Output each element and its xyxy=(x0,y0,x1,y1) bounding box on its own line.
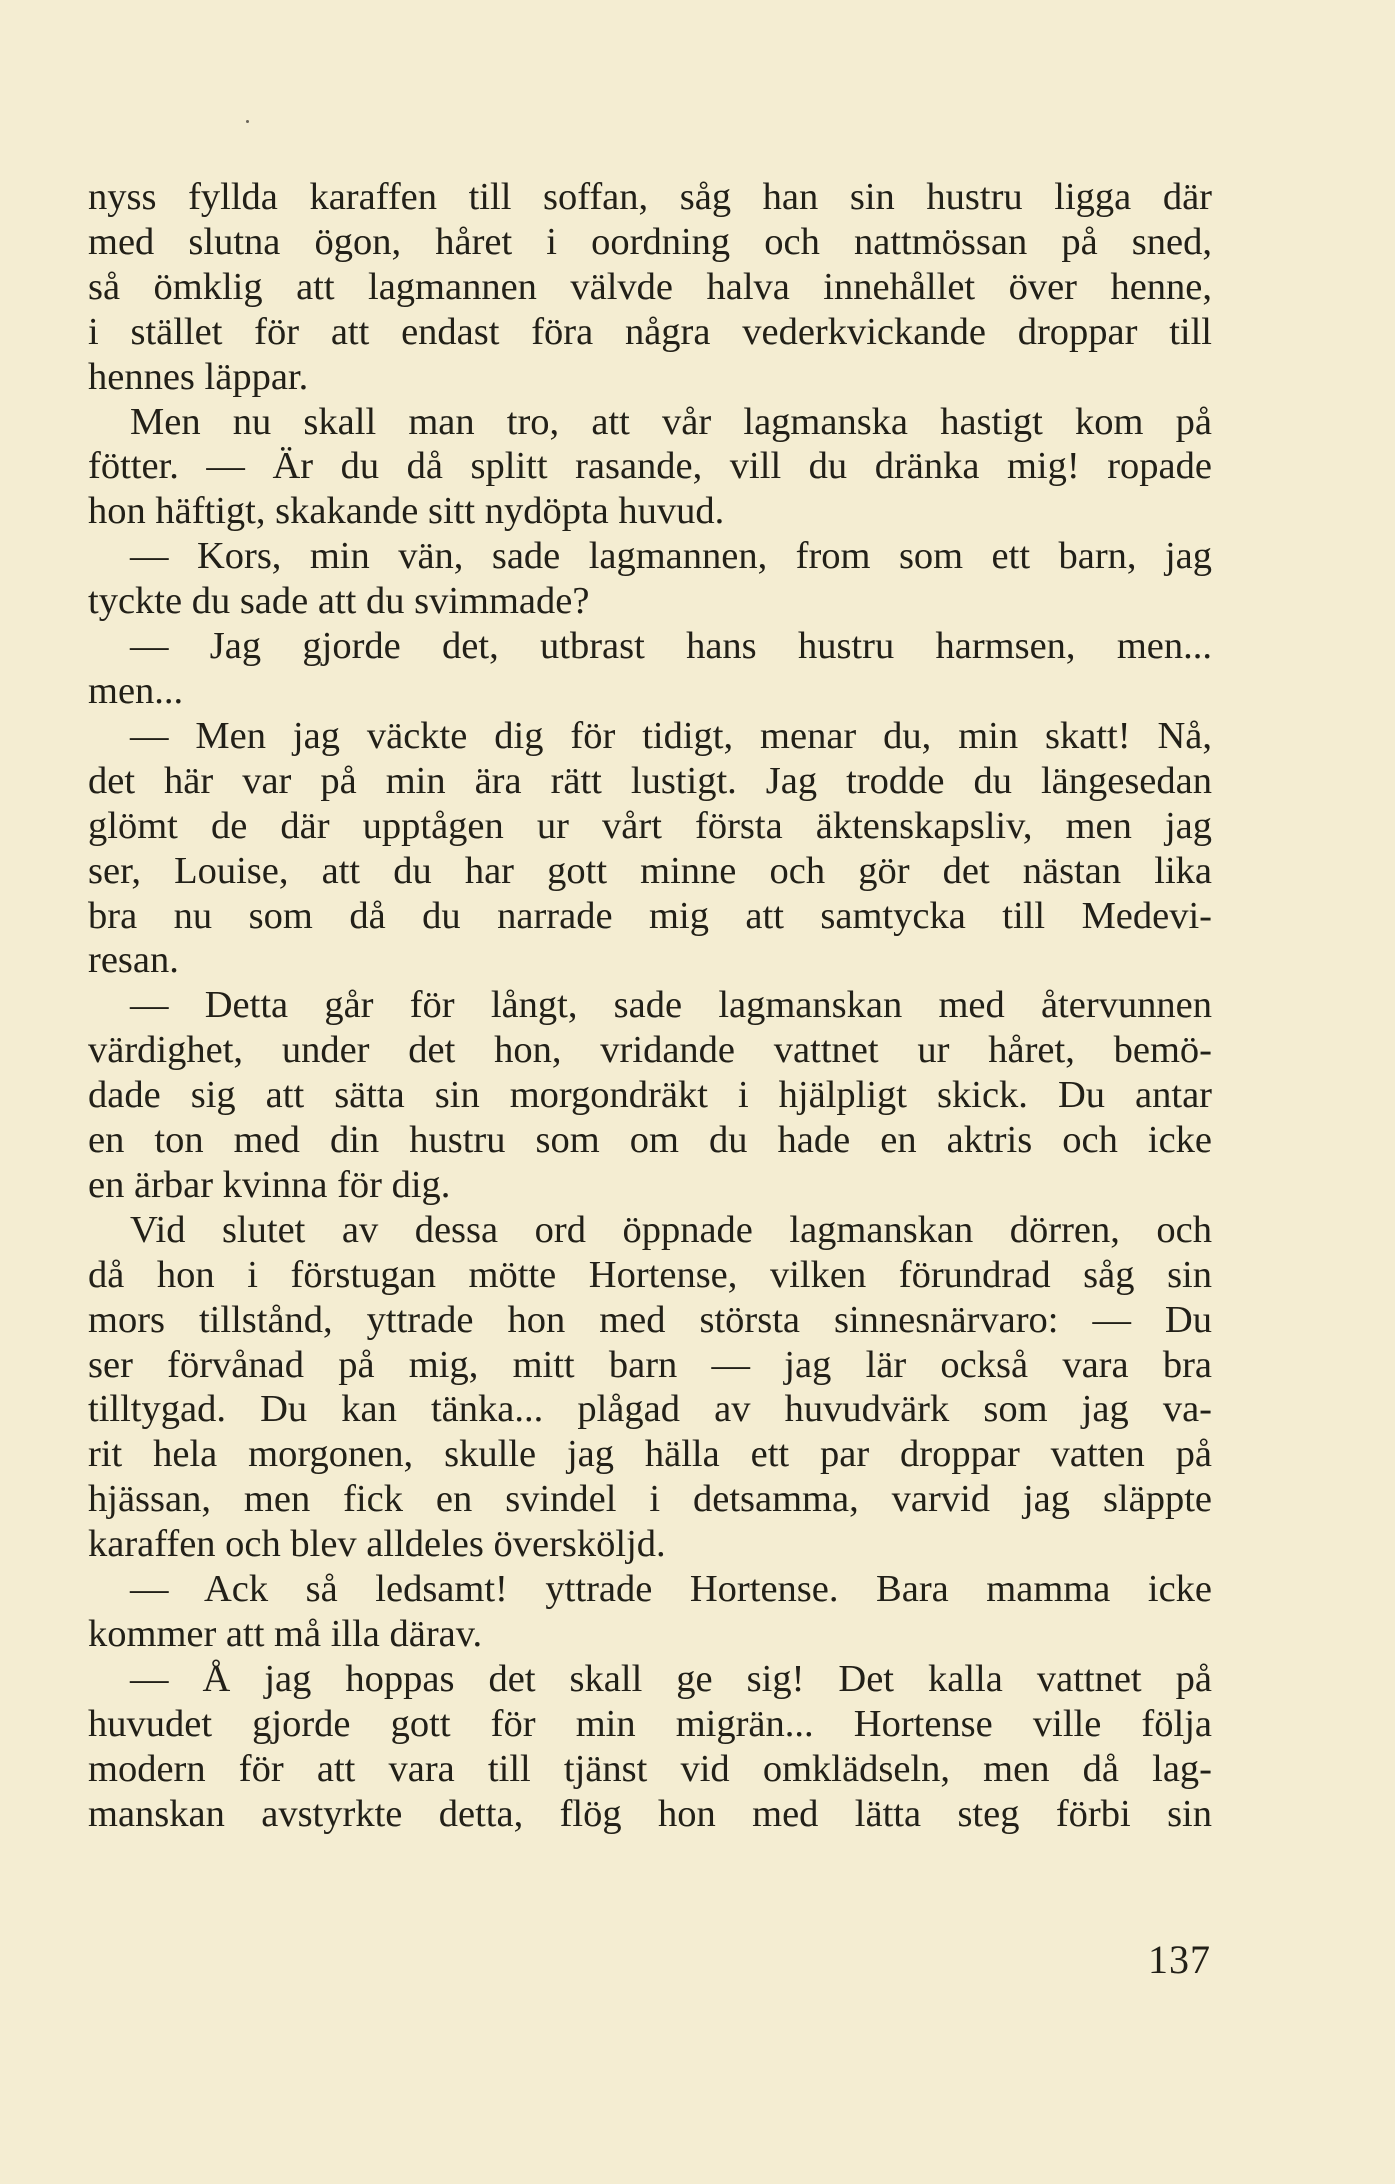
text-line: då hon i förstugan mötte Hortense, vilken förundrad såg sin xyxy=(88,1253,1212,1296)
text-line: Men nu skall man tro, att vår lagmanska hastigt kom på xyxy=(130,400,1212,443)
page-number: 137 xyxy=(1148,1937,1211,1982)
text-line: men... xyxy=(88,669,184,712)
paper-speck xyxy=(246,120,249,123)
text-line: värdighet, under det hon, vridande vattnet ur håret, bemö- xyxy=(88,1029,1212,1072)
text-line: — Men jag väckte dig för tidigt, menar du, min skatt! Nå, xyxy=(130,714,1212,757)
text-line: ser förvånad på mig, mitt barn — jag lär också vara bra xyxy=(88,1343,1212,1386)
text-line: bra nu som då du narrade mig att samtycka till Medevi- xyxy=(88,894,1212,937)
text-line: kommer att må illa därav. xyxy=(88,1613,483,1655)
text-line: en ton med din hustru som om du hade en aktris och icke xyxy=(88,1119,1212,1162)
text-line: med slutna ögon, håret i oordning och nattmössan på sned, xyxy=(88,220,1212,263)
text-line: resan. xyxy=(88,939,179,982)
text-line: så ömklig att lagmannen välvde halva innehållet över henne, xyxy=(88,265,1212,308)
text-line: mors tillstånd, yttrade hon med största sinnesnärvaro: — Du xyxy=(88,1298,1212,1341)
text-line: manskan avstyrkte detta, flög hon med lätta steg förbi sin xyxy=(88,1792,1212,1835)
text-line: tyckte du sade att du svimmade? xyxy=(88,580,590,623)
text-line: — Jag gjorde det, utbrast hans hustru harmsen, men... xyxy=(130,625,1212,668)
text-line: — Detta går för långt, sade lagmanskan med återvunnen xyxy=(130,984,1212,1027)
body-text xyxy=(88,175,1212,1837)
text-line: glömt de där upptågen ur vårt första äktenskapsliv, men jag xyxy=(88,804,1212,847)
text-line: i stället för att endast föra några vederkvickande droppar till xyxy=(88,310,1212,353)
text-line: dade sig att sätta sin morgondräkt i hjälpligt skick. Du antar xyxy=(88,1074,1212,1117)
text-line: en ärbar kvinna för dig. xyxy=(88,1163,451,1206)
text-line: det här var på min ära rätt lustigt. Jag trodde du längesedan xyxy=(88,759,1212,802)
text-line: rit hela morgonen, skulle jag hälla ett par droppar vatten på xyxy=(88,1433,1212,1476)
text-line: — Kors, min vän, sade lagmannen, from som ett barn, jag xyxy=(130,535,1212,578)
text-line: huvudet gjorde gott för min migrän... Hortense ville följa xyxy=(88,1702,1212,1745)
text-line: nyss fyllda karaffen till soffan, såg han sin hustru ligga där xyxy=(88,176,1212,218)
text-line: hjässan, men fick en svindel i detsamma, varvid jag släppte xyxy=(88,1478,1212,1521)
text-line: karaffen och blev alldeles översköljd. xyxy=(88,1523,666,1566)
text-line: hon häftigt, skakande sitt nydöpta huvud. xyxy=(88,490,725,533)
text-line: modern för att vara till tjänst vid omklädseln, men då lag- xyxy=(88,1747,1212,1790)
text-line: ser, Louise, att du har gott minne och gör det nästan lika xyxy=(88,849,1212,892)
text-line: Vid slutet av dessa ord öppnade lagmanskan dörren, och xyxy=(130,1208,1212,1251)
text-line: — Å jag hoppas det skall ge sig! Det kalla vattnet på xyxy=(130,1657,1212,1700)
text-line: — Ack så ledsamt! yttrade Hortense. Bara mamma icke xyxy=(130,1568,1212,1611)
text-line: tilltygad. Du kan tänka... plågad av huvudvärk som jag va- xyxy=(88,1388,1212,1431)
text-line: hennes läppar. xyxy=(88,355,309,398)
text-line: fötter. — Är du då splitt rasande, vill du dränka mig! ropade xyxy=(88,445,1212,488)
